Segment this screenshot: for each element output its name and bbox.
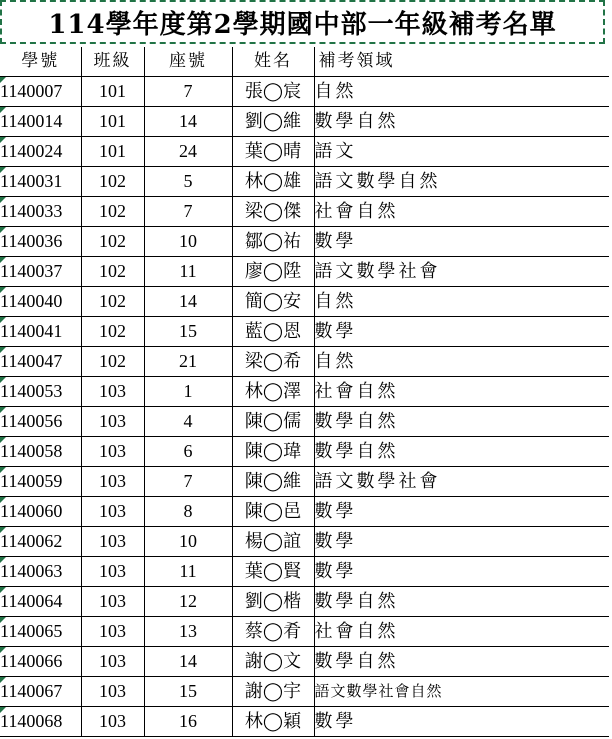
subjects-cell-text: 數學自然 bbox=[314, 651, 399, 672]
class-cell[interactable] bbox=[81, 257, 144, 287]
class-cell-text: 101 bbox=[99, 81, 126, 101]
subjects-cell[interactable] bbox=[314, 437, 609, 467]
name-cell[interactable] bbox=[232, 377, 314, 407]
seat-cell[interactable] bbox=[144, 557, 232, 587]
student-id-cell-text: 1140065 bbox=[0, 621, 63, 641]
subjects-cell[interactable] bbox=[314, 347, 609, 377]
class-cell-text: 103 bbox=[99, 711, 126, 731]
seat-cell-text: 7 bbox=[183, 201, 193, 221]
student-id-cell[interactable] bbox=[0, 377, 81, 407]
seat-cell-text: 14 bbox=[179, 651, 197, 671]
student-id-cell[interactable] bbox=[0, 407, 81, 437]
number-as-text-marker-icon bbox=[0, 527, 6, 533]
subjects-cell-text: 自然 bbox=[314, 81, 357, 102]
number-as-text-marker-icon bbox=[0, 467, 6, 473]
class-cell[interactable] bbox=[81, 197, 144, 227]
class-cell[interactable] bbox=[81, 527, 144, 557]
class-cell-text: 103 bbox=[99, 471, 126, 491]
seat-cell[interactable] bbox=[144, 497, 232, 527]
class-cell[interactable] bbox=[81, 617, 144, 647]
subjects-cell[interactable] bbox=[314, 227, 609, 257]
number-as-text-marker-icon bbox=[0, 77, 6, 83]
subjects-cell[interactable] bbox=[314, 587, 609, 617]
name-cell[interactable] bbox=[232, 227, 314, 257]
seat-cell-text: 14 bbox=[179, 291, 197, 311]
seat-cell-text: 10 bbox=[179, 531, 197, 551]
header-class[interactable]: 班級 bbox=[81, 47, 144, 77]
name-cell[interactable] bbox=[232, 167, 314, 197]
seat-cell[interactable] bbox=[144, 227, 232, 257]
student-id-cell-text: 1140047 bbox=[0, 351, 63, 371]
subjects-cell[interactable] bbox=[314, 287, 609, 317]
seat-cell[interactable] bbox=[144, 587, 232, 617]
class-cell-text: 103 bbox=[99, 681, 126, 701]
subjects-cell-text: 數學自然 bbox=[314, 411, 399, 432]
subjects-cell-text: 數學 bbox=[314, 501, 357, 522]
name-cell-text: 葉◯賢 bbox=[244, 561, 302, 582]
table-row bbox=[0, 437, 609, 467]
name-cell[interactable] bbox=[232, 587, 314, 617]
seat-cell-text: 15 bbox=[179, 681, 197, 701]
subjects-cell[interactable] bbox=[314, 557, 609, 587]
class-cell[interactable] bbox=[81, 467, 144, 497]
seat-cell[interactable] bbox=[144, 197, 232, 227]
subjects-cell[interactable] bbox=[314, 647, 609, 677]
subjects-cell[interactable] bbox=[314, 197, 609, 227]
name-cell-text: 蔡◯肴 bbox=[244, 621, 302, 642]
class-cell-text: 103 bbox=[99, 501, 126, 521]
number-as-text-marker-icon bbox=[0, 407, 6, 413]
student-id-cell-text: 1140060 bbox=[0, 501, 63, 521]
class-cell[interactable] bbox=[81, 557, 144, 587]
seat-cell[interactable] bbox=[144, 527, 232, 557]
class-cell[interactable] bbox=[81, 287, 144, 317]
student-id-cell[interactable] bbox=[0, 557, 81, 587]
name-cell[interactable] bbox=[232, 467, 314, 497]
table-row bbox=[0, 137, 609, 167]
seat-cell[interactable] bbox=[144, 317, 232, 347]
subjects-cell[interactable] bbox=[314, 467, 609, 497]
student-id-cell-text: 1140007 bbox=[0, 81, 63, 101]
seat-cell[interactable] bbox=[144, 167, 232, 197]
name-cell-text: 陳◯儒 bbox=[244, 411, 302, 432]
name-cell[interactable] bbox=[232, 677, 314, 707]
table-row bbox=[0, 377, 609, 407]
table-row bbox=[0, 497, 609, 527]
name-cell[interactable] bbox=[232, 527, 314, 557]
name-cell-text: 陳◯維 bbox=[244, 471, 302, 492]
table-row bbox=[0, 167, 609, 197]
number-as-text-marker-icon bbox=[0, 437, 6, 443]
subjects-cell-text: 社會自然 bbox=[314, 621, 399, 642]
subjects-cell-text: 社會自然 bbox=[314, 381, 399, 402]
subjects-cell-text: 數學 bbox=[314, 561, 357, 582]
number-as-text-marker-icon bbox=[0, 647, 6, 653]
class-cell-text: 103 bbox=[99, 591, 126, 611]
class-cell[interactable] bbox=[81, 587, 144, 617]
subjects-cell-text: 語文數學社會 bbox=[314, 471, 441, 492]
table-row bbox=[0, 467, 609, 497]
subjects-cell[interactable] bbox=[314, 257, 609, 287]
class-cell-text: 103 bbox=[99, 621, 126, 641]
class-cell-text: 103 bbox=[99, 531, 126, 551]
table-row bbox=[0, 407, 609, 437]
makeup-exam-table bbox=[0, 47, 609, 737]
seat-cell-text: 7 bbox=[183, 471, 193, 491]
name-cell-text: 簡◯安 bbox=[244, 291, 302, 312]
seat-cell[interactable] bbox=[144, 707, 232, 737]
name-cell-text: 鄒◯祐 bbox=[244, 231, 302, 252]
number-as-text-marker-icon bbox=[0, 167, 6, 173]
seat-cell-text: 11 bbox=[179, 261, 197, 281]
class-cell-text: 103 bbox=[99, 381, 126, 401]
student-id-cell[interactable] bbox=[0, 227, 81, 257]
table-row bbox=[0, 197, 609, 227]
number-as-text-marker-icon bbox=[0, 317, 6, 323]
subjects-cell-text: 社會自然 bbox=[314, 201, 399, 222]
student-id-cell-text: 1140059 bbox=[0, 471, 63, 491]
name-cell[interactable] bbox=[232, 557, 314, 587]
student-id-cell-text: 1140066 bbox=[0, 651, 63, 671]
name-cell-text: 劉◯維 bbox=[244, 111, 302, 132]
name-cell-text: 林◯澤 bbox=[244, 381, 302, 402]
table-row bbox=[0, 227, 609, 257]
seat-cell[interactable] bbox=[144, 437, 232, 467]
class-cell[interactable] bbox=[81, 707, 144, 737]
class-cell[interactable] bbox=[81, 377, 144, 407]
seat-cell-text: 15 bbox=[179, 321, 197, 341]
name-cell[interactable] bbox=[232, 437, 314, 467]
student-id-cell[interactable] bbox=[0, 137, 81, 167]
student-id-cell-text: 1140064 bbox=[0, 591, 63, 611]
name-cell-text: 梁◯傑 bbox=[244, 201, 302, 222]
student-id-cell[interactable] bbox=[0, 167, 81, 197]
class-cell-text: 102 bbox=[99, 291, 126, 311]
student-id-cell[interactable] bbox=[0, 617, 81, 647]
student-id-cell-text: 1140063 bbox=[0, 561, 63, 581]
student-id-cell[interactable] bbox=[0, 707, 81, 737]
name-cell[interactable] bbox=[232, 647, 314, 677]
class-cell[interactable] bbox=[81, 167, 144, 197]
name-cell[interactable] bbox=[232, 197, 314, 227]
name-cell-text: 謝◯文 bbox=[244, 651, 302, 672]
subjects-cell[interactable] bbox=[314, 317, 609, 347]
subjects-cell-text: 語文數學社會自然 bbox=[314, 682, 443, 700]
name-cell[interactable] bbox=[232, 137, 314, 167]
page-title: 114學年度第2學期國中部一年級補考名單 bbox=[48, 9, 557, 40]
seat-cell-text: 1 bbox=[183, 381, 193, 401]
seat-cell[interactable] bbox=[144, 137, 232, 167]
student-id-cell[interactable] bbox=[0, 317, 81, 347]
class-cell-text: 103 bbox=[99, 411, 126, 431]
class-cell-text: 101 bbox=[99, 111, 126, 131]
subjects-cell[interactable] bbox=[314, 167, 609, 197]
seat-cell-text: 7 bbox=[183, 81, 193, 101]
student-id-cell-text: 1140040 bbox=[0, 291, 63, 311]
student-id-cell[interactable] bbox=[0, 347, 81, 377]
name-cell[interactable] bbox=[232, 497, 314, 527]
class-cell[interactable] bbox=[81, 137, 144, 167]
seat-cell-text: 11 bbox=[179, 561, 197, 581]
number-as-text-marker-icon bbox=[0, 227, 6, 233]
class-cell-text: 103 bbox=[99, 561, 126, 581]
table-row bbox=[0, 107, 609, 137]
subjects-cell[interactable] bbox=[314, 77, 609, 107]
header-seat[interactable]: 座號 bbox=[144, 47, 232, 77]
name-cell-text: 廖◯陞 bbox=[244, 261, 302, 282]
table-row bbox=[0, 677, 609, 707]
student-id-cell-text: 1140036 bbox=[0, 231, 63, 251]
student-id-cell[interactable] bbox=[0, 497, 81, 527]
seat-cell-text: 13 bbox=[179, 621, 197, 641]
name-cell[interactable] bbox=[232, 77, 314, 107]
table-row bbox=[0, 557, 609, 587]
student-id-cell[interactable] bbox=[0, 257, 81, 287]
seat-cell-text: 6 bbox=[183, 441, 193, 461]
student-id-cell-text: 1140037 bbox=[0, 261, 63, 281]
student-id-cell-text: 1140068 bbox=[0, 711, 63, 731]
class-cell-text: 103 bbox=[99, 651, 126, 671]
seat-cell[interactable] bbox=[144, 77, 232, 107]
number-as-text-marker-icon bbox=[0, 137, 6, 143]
class-cell[interactable] bbox=[81, 347, 144, 377]
header-row bbox=[0, 47, 609, 77]
number-as-text-marker-icon bbox=[0, 347, 6, 353]
class-cell-text: 101 bbox=[99, 141, 126, 161]
subjects-cell[interactable] bbox=[314, 677, 609, 707]
student-id-cell-text: 1140031 bbox=[0, 171, 63, 191]
table-row bbox=[0, 287, 609, 317]
table-row bbox=[0, 527, 609, 557]
seat-cell-text: 24 bbox=[179, 141, 197, 161]
table-row bbox=[0, 707, 609, 737]
seat-cell[interactable] bbox=[144, 257, 232, 287]
name-cell[interactable] bbox=[232, 107, 314, 137]
class-cell-text: 103 bbox=[99, 441, 126, 461]
header-student-id[interactable]: 學號 bbox=[0, 47, 81, 77]
student-id-cell-text: 1140041 bbox=[0, 321, 63, 341]
name-cell[interactable] bbox=[232, 707, 314, 737]
name-cell-text: 林◯穎 bbox=[244, 711, 302, 732]
table-row bbox=[0, 77, 609, 107]
student-id-cell-text: 1140062 bbox=[0, 531, 63, 551]
class-cell-text: 102 bbox=[99, 261, 126, 281]
student-id-cell-text: 1140014 bbox=[0, 111, 63, 131]
name-cell-text: 林◯雄 bbox=[244, 171, 302, 192]
seat-cell[interactable] bbox=[144, 287, 232, 317]
name-cell[interactable] bbox=[232, 287, 314, 317]
class-cell[interactable] bbox=[81, 497, 144, 527]
header-subjects[interactable]: 補考領域 bbox=[314, 47, 609, 77]
subjects-cell[interactable] bbox=[314, 407, 609, 437]
name-cell-text: 藍◯恩 bbox=[244, 321, 302, 342]
name-cell-text: 梁◯希 bbox=[244, 351, 302, 372]
name-cell[interactable] bbox=[232, 617, 314, 647]
subjects-cell-text: 數學自然 bbox=[314, 111, 399, 132]
class-cell-text: 102 bbox=[99, 171, 126, 191]
student-id-cell-text: 1140024 bbox=[0, 141, 63, 161]
number-as-text-marker-icon bbox=[0, 257, 6, 263]
class-cell-text: 102 bbox=[99, 321, 126, 341]
class-cell[interactable] bbox=[81, 317, 144, 347]
class-cell-text: 102 bbox=[99, 351, 126, 371]
name-cell-text: 葉◯晴 bbox=[244, 141, 302, 162]
student-id-cell[interactable] bbox=[0, 437, 81, 467]
class-cell[interactable] bbox=[81, 77, 144, 107]
student-id-cell[interactable] bbox=[0, 287, 81, 317]
subjects-cell-text: 數學 bbox=[314, 321, 357, 342]
table-row bbox=[0, 317, 609, 347]
name-cell[interactable] bbox=[232, 407, 314, 437]
subjects-cell[interactable] bbox=[314, 497, 609, 527]
seat-cell-text: 10 bbox=[179, 231, 197, 251]
name-cell[interactable] bbox=[232, 317, 314, 347]
name-cell-text: 陳◯瑋 bbox=[244, 441, 302, 462]
class-cell[interactable] bbox=[81, 107, 144, 137]
table-row bbox=[0, 587, 609, 617]
table-row bbox=[0, 647, 609, 677]
student-id-cell-text: 1140067 bbox=[0, 681, 63, 701]
class-cell[interactable] bbox=[81, 407, 144, 437]
student-id-cell[interactable] bbox=[0, 647, 81, 677]
seat-cell-text: 21 bbox=[179, 351, 197, 371]
number-as-text-marker-icon bbox=[0, 497, 6, 503]
class-cell[interactable] bbox=[81, 437, 144, 467]
class-cell[interactable] bbox=[81, 647, 144, 677]
seat-cell-text: 14 bbox=[179, 111, 197, 131]
name-cell[interactable] bbox=[232, 257, 314, 287]
seat-cell[interactable] bbox=[144, 647, 232, 677]
class-cell[interactable] bbox=[81, 227, 144, 257]
subjects-cell-text: 數學 bbox=[314, 711, 357, 732]
student-id-cell-text: 1140058 bbox=[0, 441, 63, 461]
subjects-cell-text: 自然 bbox=[314, 351, 357, 372]
student-id-cell[interactable] bbox=[0, 107, 81, 137]
class-cell-text: 102 bbox=[99, 231, 126, 251]
seat-cell[interactable] bbox=[144, 107, 232, 137]
student-id-cell[interactable] bbox=[0, 467, 81, 497]
number-as-text-marker-icon bbox=[0, 197, 6, 203]
subjects-cell-text: 自然 bbox=[314, 291, 357, 312]
student-id-cell[interactable] bbox=[0, 527, 81, 557]
subjects-cell[interactable] bbox=[314, 377, 609, 407]
subjects-cell[interactable] bbox=[314, 707, 609, 737]
subjects-cell-text: 數學自然 bbox=[314, 591, 399, 612]
seat-cell-text: 5 bbox=[183, 171, 193, 191]
student-id-cell[interactable] bbox=[0, 677, 81, 707]
name-cell-text: 謝◯宇 bbox=[244, 681, 302, 702]
seat-cell-text: 16 bbox=[179, 711, 197, 731]
table-body bbox=[0, 77, 609, 737]
student-id-cell[interactable] bbox=[0, 77, 81, 107]
header-name[interactable]: 姓名 bbox=[232, 47, 314, 77]
number-as-text-marker-icon bbox=[0, 557, 6, 563]
subjects-cell[interactable] bbox=[314, 137, 609, 167]
subjects-cell-text: 數學 bbox=[314, 231, 357, 252]
number-as-text-marker-icon bbox=[0, 617, 6, 623]
subjects-cell[interactable] bbox=[314, 617, 609, 647]
seat-cell[interactable] bbox=[144, 407, 232, 437]
table-row bbox=[0, 347, 609, 377]
sheet-title-cell[interactable] bbox=[0, 0, 605, 44]
table-row bbox=[0, 257, 609, 287]
number-as-text-marker-icon bbox=[0, 107, 6, 113]
number-as-text-marker-icon bbox=[0, 587, 6, 593]
subjects-cell-text: 語文 bbox=[314, 141, 357, 162]
seat-cell[interactable] bbox=[144, 467, 232, 497]
subjects-cell-text: 數學自然 bbox=[314, 441, 399, 462]
class-cell-text: 102 bbox=[99, 201, 126, 221]
student-id-cell-text: 1140033 bbox=[0, 201, 63, 221]
name-cell-text: 陳◯邑 bbox=[244, 501, 302, 522]
seat-cell-text: 4 bbox=[183, 411, 193, 431]
subjects-cell-text: 數學 bbox=[314, 531, 357, 552]
subjects-cell-text: 語文數學自然 bbox=[314, 171, 441, 192]
seat-cell[interactable] bbox=[144, 617, 232, 647]
subjects-cell[interactable] bbox=[314, 527, 609, 557]
seat-cell[interactable] bbox=[144, 377, 232, 407]
student-id-cell-text: 1140056 bbox=[0, 411, 63, 431]
student-id-cell[interactable] bbox=[0, 197, 81, 227]
name-cell-text: 楊◯誼 bbox=[244, 531, 302, 552]
seat-cell-text: 12 bbox=[179, 591, 197, 611]
number-as-text-marker-icon bbox=[0, 377, 6, 383]
seat-cell[interactable] bbox=[144, 677, 232, 707]
student-id-cell-text: 1140053 bbox=[0, 381, 63, 401]
subjects-cell-text: 語文數學社會 bbox=[314, 261, 441, 282]
seat-cell-text: 8 bbox=[183, 501, 193, 521]
table-row bbox=[0, 617, 609, 647]
number-as-text-marker-icon bbox=[0, 677, 6, 683]
name-cell-text: 張◯宸 bbox=[244, 81, 302, 102]
name-cell[interactable] bbox=[232, 347, 314, 377]
class-cell[interactable] bbox=[81, 677, 144, 707]
number-as-text-marker-icon bbox=[0, 287, 6, 293]
subjects-cell[interactable] bbox=[314, 107, 609, 137]
name-cell-text: 劉◯楷 bbox=[244, 591, 302, 612]
seat-cell[interactable] bbox=[144, 347, 232, 377]
number-as-text-marker-icon bbox=[0, 707, 6, 713]
student-id-cell[interactable] bbox=[0, 587, 81, 617]
